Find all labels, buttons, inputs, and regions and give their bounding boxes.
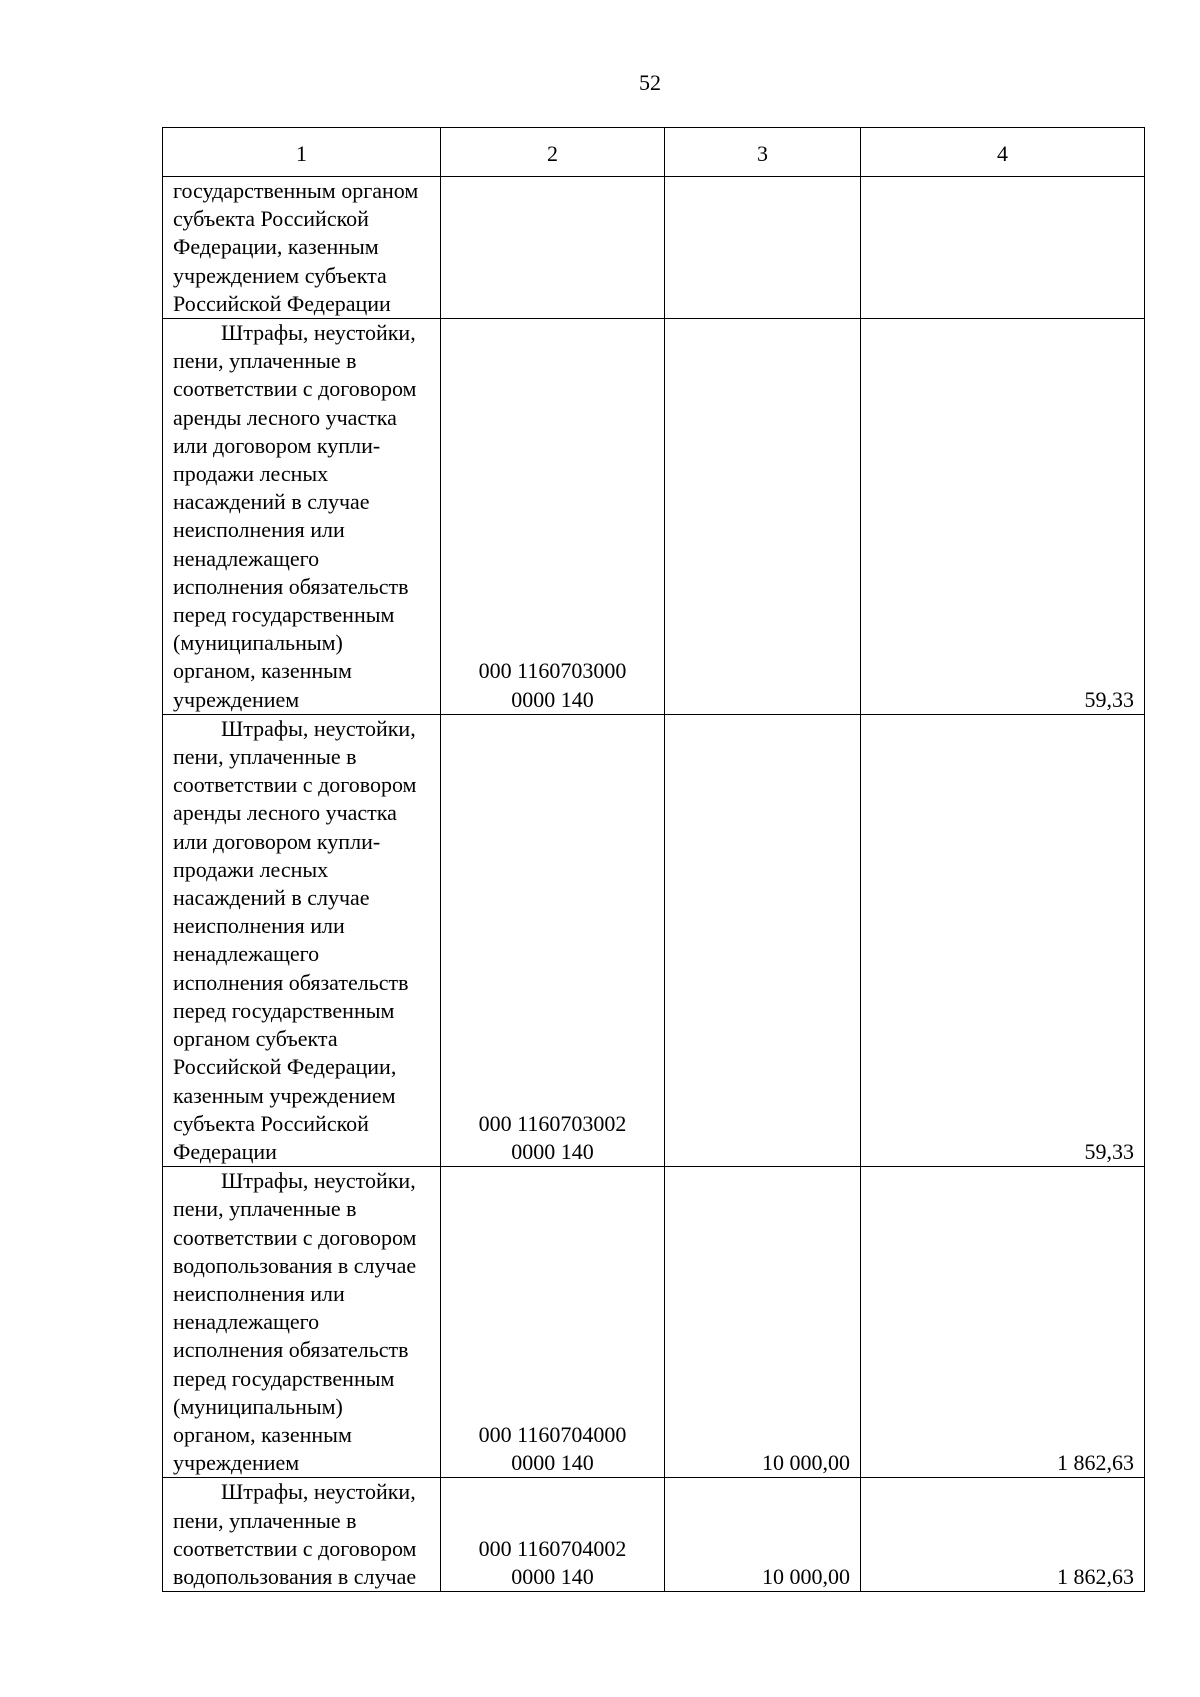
description-line: Федерации, казенным bbox=[173, 234, 379, 260]
executed-amount-cell bbox=[861, 1478, 1145, 1592]
description-line: исполнения обязательств bbox=[173, 1337, 409, 1363]
code-cell bbox=[441, 319, 665, 715]
description-line: соответствии с договором bbox=[173, 772, 417, 798]
amount-value bbox=[675, 686, 850, 714]
description-line: исполнения обязательств bbox=[173, 969, 409, 995]
amount-cell bbox=[665, 319, 861, 715]
code-cell bbox=[441, 1167, 665, 1478]
executed-amount-value: 59,33 bbox=[1084, 686, 1134, 712]
description-line: перед государственным bbox=[173, 1365, 395, 1391]
description-line: исполнения обязательств bbox=[173, 573, 409, 599]
description-line: пени, уплаченные в bbox=[173, 744, 357, 770]
column-header: 4 bbox=[861, 128, 1145, 177]
amount-value bbox=[675, 290, 850, 318]
table-row bbox=[163, 714, 1145, 1166]
code-line bbox=[451, 290, 654, 318]
description-line: неисполнения или bbox=[173, 517, 345, 543]
amount-cell bbox=[665, 177, 861, 319]
description-line: или договором купли- bbox=[173, 828, 381, 854]
description-line: соответствии с договором bbox=[173, 1224, 417, 1250]
description-line: продажи лесных bbox=[173, 856, 329, 882]
code-line: 0000 140 bbox=[511, 1450, 594, 1476]
description-line: Штрафы, неустойки, bbox=[221, 320, 416, 346]
description-line: органом субъекта bbox=[173, 1026, 338, 1052]
code-cell bbox=[441, 177, 665, 319]
description-cell bbox=[163, 177, 441, 319]
description-line: субъекта Российской bbox=[173, 1110, 369, 1136]
amount-value: 10 000,00 bbox=[762, 1563, 850, 1589]
table-header-row bbox=[163, 128, 1145, 177]
code-line: 0000 140 bbox=[511, 686, 594, 712]
description-line: органом, казенным bbox=[173, 1421, 352, 1447]
description-line: учреждением bbox=[173, 1450, 300, 1476]
column-header: 2 bbox=[441, 128, 665, 177]
column-header: 1 bbox=[163, 128, 441, 177]
description-line: или договором купли- bbox=[173, 432, 381, 458]
executed-amount-cell bbox=[861, 319, 1145, 715]
table-row bbox=[163, 319, 1145, 715]
executed-amount-cell bbox=[861, 714, 1145, 1166]
executed-amount-cell bbox=[861, 1167, 1145, 1478]
description-line: соответствии с договором bbox=[173, 376, 417, 402]
description-cell bbox=[163, 714, 441, 1166]
description-line: (муниципальным) bbox=[173, 630, 343, 656]
description-line: водопользования в случае bbox=[173, 1563, 417, 1589]
description-cell bbox=[163, 1478, 441, 1592]
page-number: 52 bbox=[639, 70, 661, 95]
executed-amount-value: 59,33 bbox=[1084, 1138, 1134, 1164]
description-cell bbox=[163, 1167, 441, 1478]
executed-amount-value: 1 862,63 bbox=[1057, 1563, 1134, 1589]
description-line: Штрафы, неустойки, bbox=[221, 1168, 416, 1194]
description-line: Федерации bbox=[173, 1138, 277, 1164]
description-line: пени, уплаченные в bbox=[173, 348, 357, 374]
amount-cell bbox=[665, 1478, 861, 1592]
data-table bbox=[162, 127, 1145, 1592]
code-line bbox=[451, 262, 654, 290]
description-line: (муниципальным) bbox=[173, 1393, 343, 1419]
description-cell bbox=[163, 319, 441, 715]
code-line: 0000 140 bbox=[511, 1138, 594, 1164]
description-line: перед государственным bbox=[173, 997, 395, 1023]
description-line: Штрафы, неустойки, bbox=[221, 715, 416, 741]
code-line: 000 1160704000 bbox=[478, 1421, 627, 1447]
code-cell bbox=[441, 714, 665, 1166]
description-line: ненадлежащего bbox=[173, 1309, 320, 1335]
description-line: неисполнения или bbox=[173, 913, 345, 939]
executed-amount-cell bbox=[861, 177, 1145, 319]
description-line: Российской Федерации, bbox=[173, 1054, 397, 1080]
executed-amount-value bbox=[871, 290, 1134, 318]
amount-cell bbox=[665, 714, 861, 1166]
description-line: казенным учреждением bbox=[173, 1082, 396, 1108]
description-line: пени, уплаченные в bbox=[173, 1507, 357, 1533]
description-line: органом, казенным bbox=[173, 658, 352, 684]
description-line: неисполнения или bbox=[173, 1280, 345, 1306]
amount-value: 10 000,00 bbox=[762, 1450, 850, 1476]
description-line: Штрафы, неустойки, bbox=[221, 1479, 416, 1505]
code-line: 0000 140 bbox=[511, 1563, 594, 1589]
description-line: соответствии с договором bbox=[173, 1535, 417, 1561]
description-line: насаждений в случае bbox=[173, 489, 370, 515]
description-line: Российской Федерации bbox=[173, 290, 391, 316]
description-line: пени, уплаченные в bbox=[173, 1196, 357, 1222]
description-line: продажи лесных bbox=[173, 461, 329, 487]
amount-value bbox=[675, 1138, 850, 1166]
description-line: учреждением субъекта bbox=[173, 262, 387, 288]
description-line: ненадлежащего bbox=[173, 545, 320, 571]
amount-cell bbox=[665, 1167, 861, 1478]
table-row bbox=[163, 177, 1145, 319]
code-line: 000 1160703002 bbox=[478, 1110, 627, 1136]
column-header: 3 bbox=[665, 128, 861, 177]
description-line: аренды лесного участка bbox=[173, 404, 397, 430]
description-line: насаждений в случае bbox=[173, 885, 370, 911]
description-line: аренды лесного участка bbox=[173, 800, 397, 826]
code-cell bbox=[441, 1478, 665, 1592]
executed-amount-value: 1 862,63 bbox=[1057, 1450, 1134, 1476]
description-line: ненадлежащего bbox=[173, 941, 320, 967]
description-line: перед государственным bbox=[173, 602, 395, 628]
code-line: 000 1160703000 bbox=[478, 658, 627, 684]
table-row bbox=[163, 1167, 1145, 1478]
description-line: водопользования в случае bbox=[173, 1252, 417, 1278]
description-line: государственным органом bbox=[173, 178, 419, 203]
code-line: 000 1160704002 bbox=[478, 1535, 627, 1561]
description-line: учреждением bbox=[173, 686, 300, 712]
table-row bbox=[163, 1478, 1145, 1592]
description-line: субъекта Российской bbox=[173, 206, 369, 232]
